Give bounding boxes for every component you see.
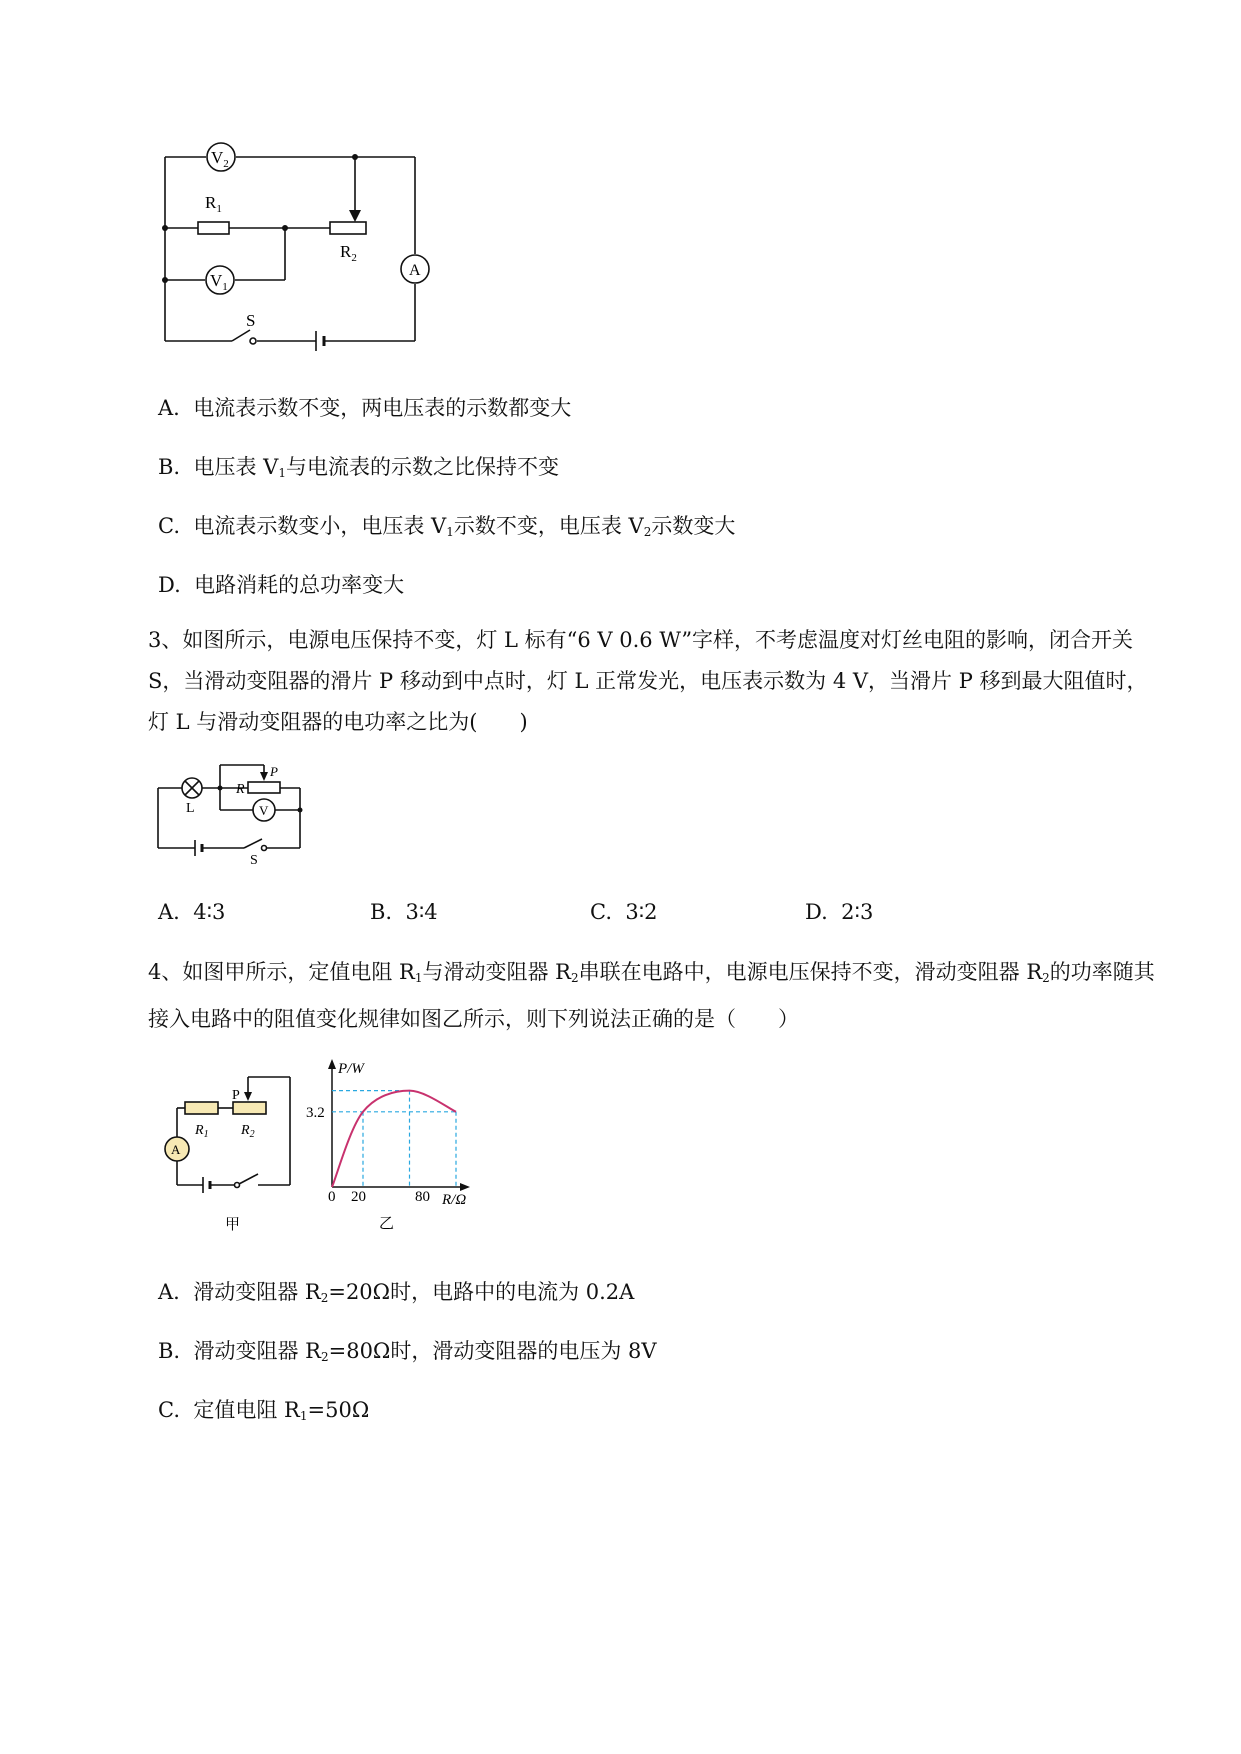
- x-tick-label-80: 80: [415, 1189, 430, 1205]
- q4-option-b[interactable]: [158, 1337, 657, 1371]
- subscript: 2: [643, 525, 652, 539]
- x-tick-label-20: 20: [351, 1189, 366, 1205]
- q3-option-a[interactable]: [158, 898, 225, 926]
- option-letter: C.: [590, 900, 612, 924]
- option-letter: B.: [158, 1339, 181, 1363]
- option-text: 电流表示数不变，两电压表的示数都变大: [193, 396, 572, 420]
- q2-option-b[interactable]: [158, 453, 559, 487]
- option-letter: B.: [158, 455, 181, 479]
- circuit-figure-1: [150, 140, 480, 400]
- q3-option-b[interactable]: [370, 898, 438, 926]
- option-letter: D.: [805, 900, 828, 924]
- y-axis-arrow: [328, 1059, 336, 1069]
- q4-option-a[interactable]: [158, 1278, 634, 1312]
- q3-option-c[interactable]: [590, 898, 658, 926]
- switch-label: S: [246, 311, 256, 330]
- rheostat-label: R: [236, 782, 245, 797]
- subscript: 2: [320, 1291, 329, 1305]
- switch-label: S: [250, 853, 258, 868]
- option-letter: C.: [158, 1398, 180, 1422]
- q4-option-c[interactable]: [158, 1396, 369, 1430]
- option-text: 3∶4: [405, 900, 438, 924]
- r2-label: $R_2$: [340, 242, 357, 264]
- q3-option-d[interactable]: [805, 898, 873, 926]
- x-tick-label-0: 0: [328, 1189, 336, 1205]
- subscript: 2: [320, 1350, 329, 1364]
- option-text: 电压表 V: [193, 455, 279, 479]
- voltmeter-label: V: [259, 803, 269, 818]
- option-text: 示数变大: [651, 514, 736, 538]
- subscript: 1: [278, 466, 286, 480]
- option-letter: A.: [158, 900, 180, 924]
- option-text: 示数不变，电压表 V: [453, 514, 644, 538]
- slider-label: P: [270, 764, 278, 779]
- option-letter: B.: [370, 900, 393, 924]
- x-axis-arrow: [460, 1183, 470, 1191]
- option-text: 电路消耗的总功率变大: [194, 573, 405, 597]
- lamp-label: L: [186, 801, 195, 816]
- y-axis-label: P/W: [338, 1061, 364, 1077]
- q2-option-a[interactable]: [158, 394, 571, 422]
- q4-stem: 4、如图甲所示，定值电阻 $R_1$与滑动变阻器 $R_2$串联在电路中，电源电压保持不变，滑动变阻器 $R_2$的功率随其接入电路中的阻值变化规律如图乙所示，则下列说法正确的是（ ）: [148, 960, 1155, 1031]
- option-text: 滑动变阻器 R: [193, 1280, 321, 1304]
- power-resistance-graph: [300, 1055, 480, 1245]
- q3-stem: 3、如图所示，电源电压保持不变，灯 L 标有“6 V 0.6 W”字样，不考虑温度对灯丝电阻的影响，闭合开关 S，当滑动变阻器的滑片 P 移动到中点时，灯 L 正常发光，电压表示数为 4 V，当滑片 P 移到最大阻值时，灯 L 与滑动变阻器的电功率之比为( ): [148, 628, 1148, 734]
- r2-label: $R_2$: [241, 1123, 255, 1140]
- power-curve: [332, 1091, 456, 1187]
- option-letter: D.: [158, 573, 181, 597]
- option-text: 2∶3: [841, 900, 874, 924]
- ammeter-label: A: [171, 1142, 181, 1157]
- y-tick-label: 3.2: [306, 1104, 325, 1121]
- x-axis-label: R/Ω: [442, 1192, 467, 1208]
- slider-label: P: [232, 1088, 240, 1103]
- q2-option-d[interactable]: [158, 571, 404, 599]
- option-text: =20Ω时，电路中的电流为 0.2A: [328, 1280, 635, 1304]
- option-letter: C.: [158, 514, 180, 538]
- option-text: 3∶2: [625, 900, 658, 924]
- figure-caption-yi: 乙: [379, 1216, 395, 1232]
- circuit-figure-jia: [155, 1065, 305, 1245]
- option-text: 与电流表的示数之比保持不变: [285, 455, 559, 479]
- v2-meter-label: $V_2$: [211, 148, 229, 170]
- option-text: 电流表示数变小，电压表 V: [193, 514, 447, 538]
- subscript: 1: [446, 525, 454, 539]
- option-text: 定值电阻 R: [193, 1398, 300, 1422]
- option-letter: A.: [158, 1280, 180, 1304]
- q2-option-c[interactable]: [158, 512, 735, 546]
- r1-label: $R_1$: [195, 1123, 209, 1140]
- figure-caption-jia: 甲: [225, 1217, 241, 1233]
- option-text: =80Ω时，滑动变阻器的电压为 8V: [328, 1339, 657, 1363]
- option-text: =50Ω: [307, 1398, 370, 1422]
- subscript: 1: [299, 1409, 308, 1423]
- option-text: 4∶3: [193, 900, 226, 924]
- ammeter-label: A: [409, 262, 421, 279]
- option-letter: A.: [158, 396, 180, 420]
- option-text: 滑动变阻器 R: [193, 1339, 321, 1363]
- r1-label: $R_1$: [205, 193, 222, 215]
- v1-meter-label: $V_1$: [210, 271, 228, 293]
- circuit-figure-q3: [150, 760, 320, 870]
